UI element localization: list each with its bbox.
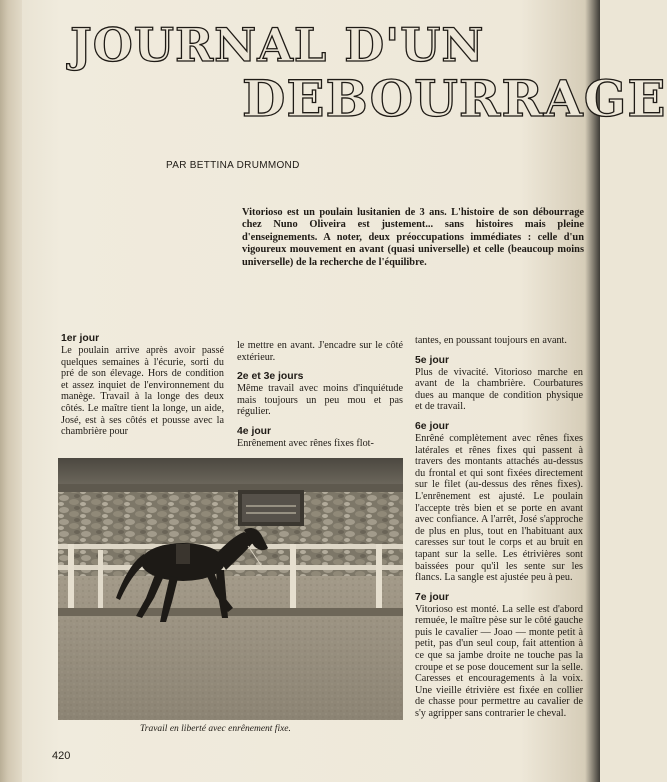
day-5-heading: 5e jour — [415, 354, 450, 366]
day-6-heading: 6e jour — [415, 420, 450, 432]
day-2-3-heading: 2e et 3e jours — [237, 371, 304, 383]
title-line-2: DEBOURRAGE — [242, 69, 667, 128]
page-binding-shadow — [0, 0, 22, 782]
intro-paragraph: Vitorioso est un poulain lusitanien de 3 ans. L'histoire de son débourrage chez Nuno Oliveira est justement... sans histoires mais pleine d'enseignements. A noter, deux préoccupations immédiates : celle d'un vigoureux mouvement en avant (quasi universelle) et celle (beaucoup moins universelle) de la recherche de l'équilibre. — [242, 207, 584, 268]
day-1-text-continued: le mettre en avant. J'encadre sur le côté extérieur. — [237, 340, 403, 363]
day-6-text: Enrêné complètement avec rênes fixes latérales et rênes fixes qui passent à travers des montants attachés au-dessus du frontal et qui sont fixées directement sur le filet (au-dessus des rênes fixes). L'enrênement est ajusté. Le poulain l'accepte très bien et se porte en avant avec confiance. A l'arrêt, José s'approche de plus en plus, tout en l'habituant aux caresses sur tout le corps et au bruit en tapant sur la selle. Les étrivières sont baissées pour qu'il les sente sur les flancs. La sangle est ajustée peu à peu. — [415, 432, 583, 584]
text-column-1 — [61, 333, 224, 438]
day-1-heading: 1er jour — [61, 333, 100, 344]
day-2-3-text: Même travail avec moins d'inquiétude mais toujours un peu mou et pas régulier. — [237, 383, 403, 418]
page-number: 420 — [52, 750, 71, 762]
title-line-1: JOURNAL D'UN — [70, 18, 485, 72]
byline: PAR BETTINA DRUMMOND — [166, 160, 300, 171]
text-column-3 — [415, 335, 583, 720]
day-4-text: Enrênement avec rênes fixes flot- — [237, 437, 374, 449]
day-4-heading: 4e jour — [237, 425, 272, 437]
day-7-heading: 7e jour — [415, 591, 450, 603]
day-4-text-continued: tantes, en poussant toujours en avant. — [415, 335, 567, 346]
article-title — [70, 18, 667, 128]
day-1-text: Le poulain arrive après avoir passé quelques semaines à l'écurie, sorti du pré de son élevage. Hors de condition et assez inquiet de l'environnement du manège. Travail à la longe des deux côtés. Le maître tient la longe, un aide, José, est à ses côtés et pousse avec la chambrière pour — [61, 345, 224, 438]
day-5-text: Plus de vivacité. Vitorioso marche en avant de la chambrière. Courbatures dues au manque de condition physique et de travail. — [415, 366, 583, 413]
text-column-2 — [237, 340, 403, 450]
horse-photo-illustration — [58, 458, 403, 720]
photo-caption: Travail en liberté avec enrênement fixe. — [140, 724, 291, 734]
horse-photo — [58, 458, 403, 720]
day-7-text: Vitorioso est monté. La selle est d'abord remuée, le maître pèse sur le côté gauche puis le cavalier — Joao — monte petit à petit, pas d'un seul coup, fait attention à ce que sa jambe droite ne touche pas la croupe et se pose doucement sur la selle. Caresses et encouragements à la voix. Une vieille étrivière est fixée en collier de chasse pour permettre au cavalier de s'y agripper sans contrarier le cheval. — [415, 603, 583, 720]
